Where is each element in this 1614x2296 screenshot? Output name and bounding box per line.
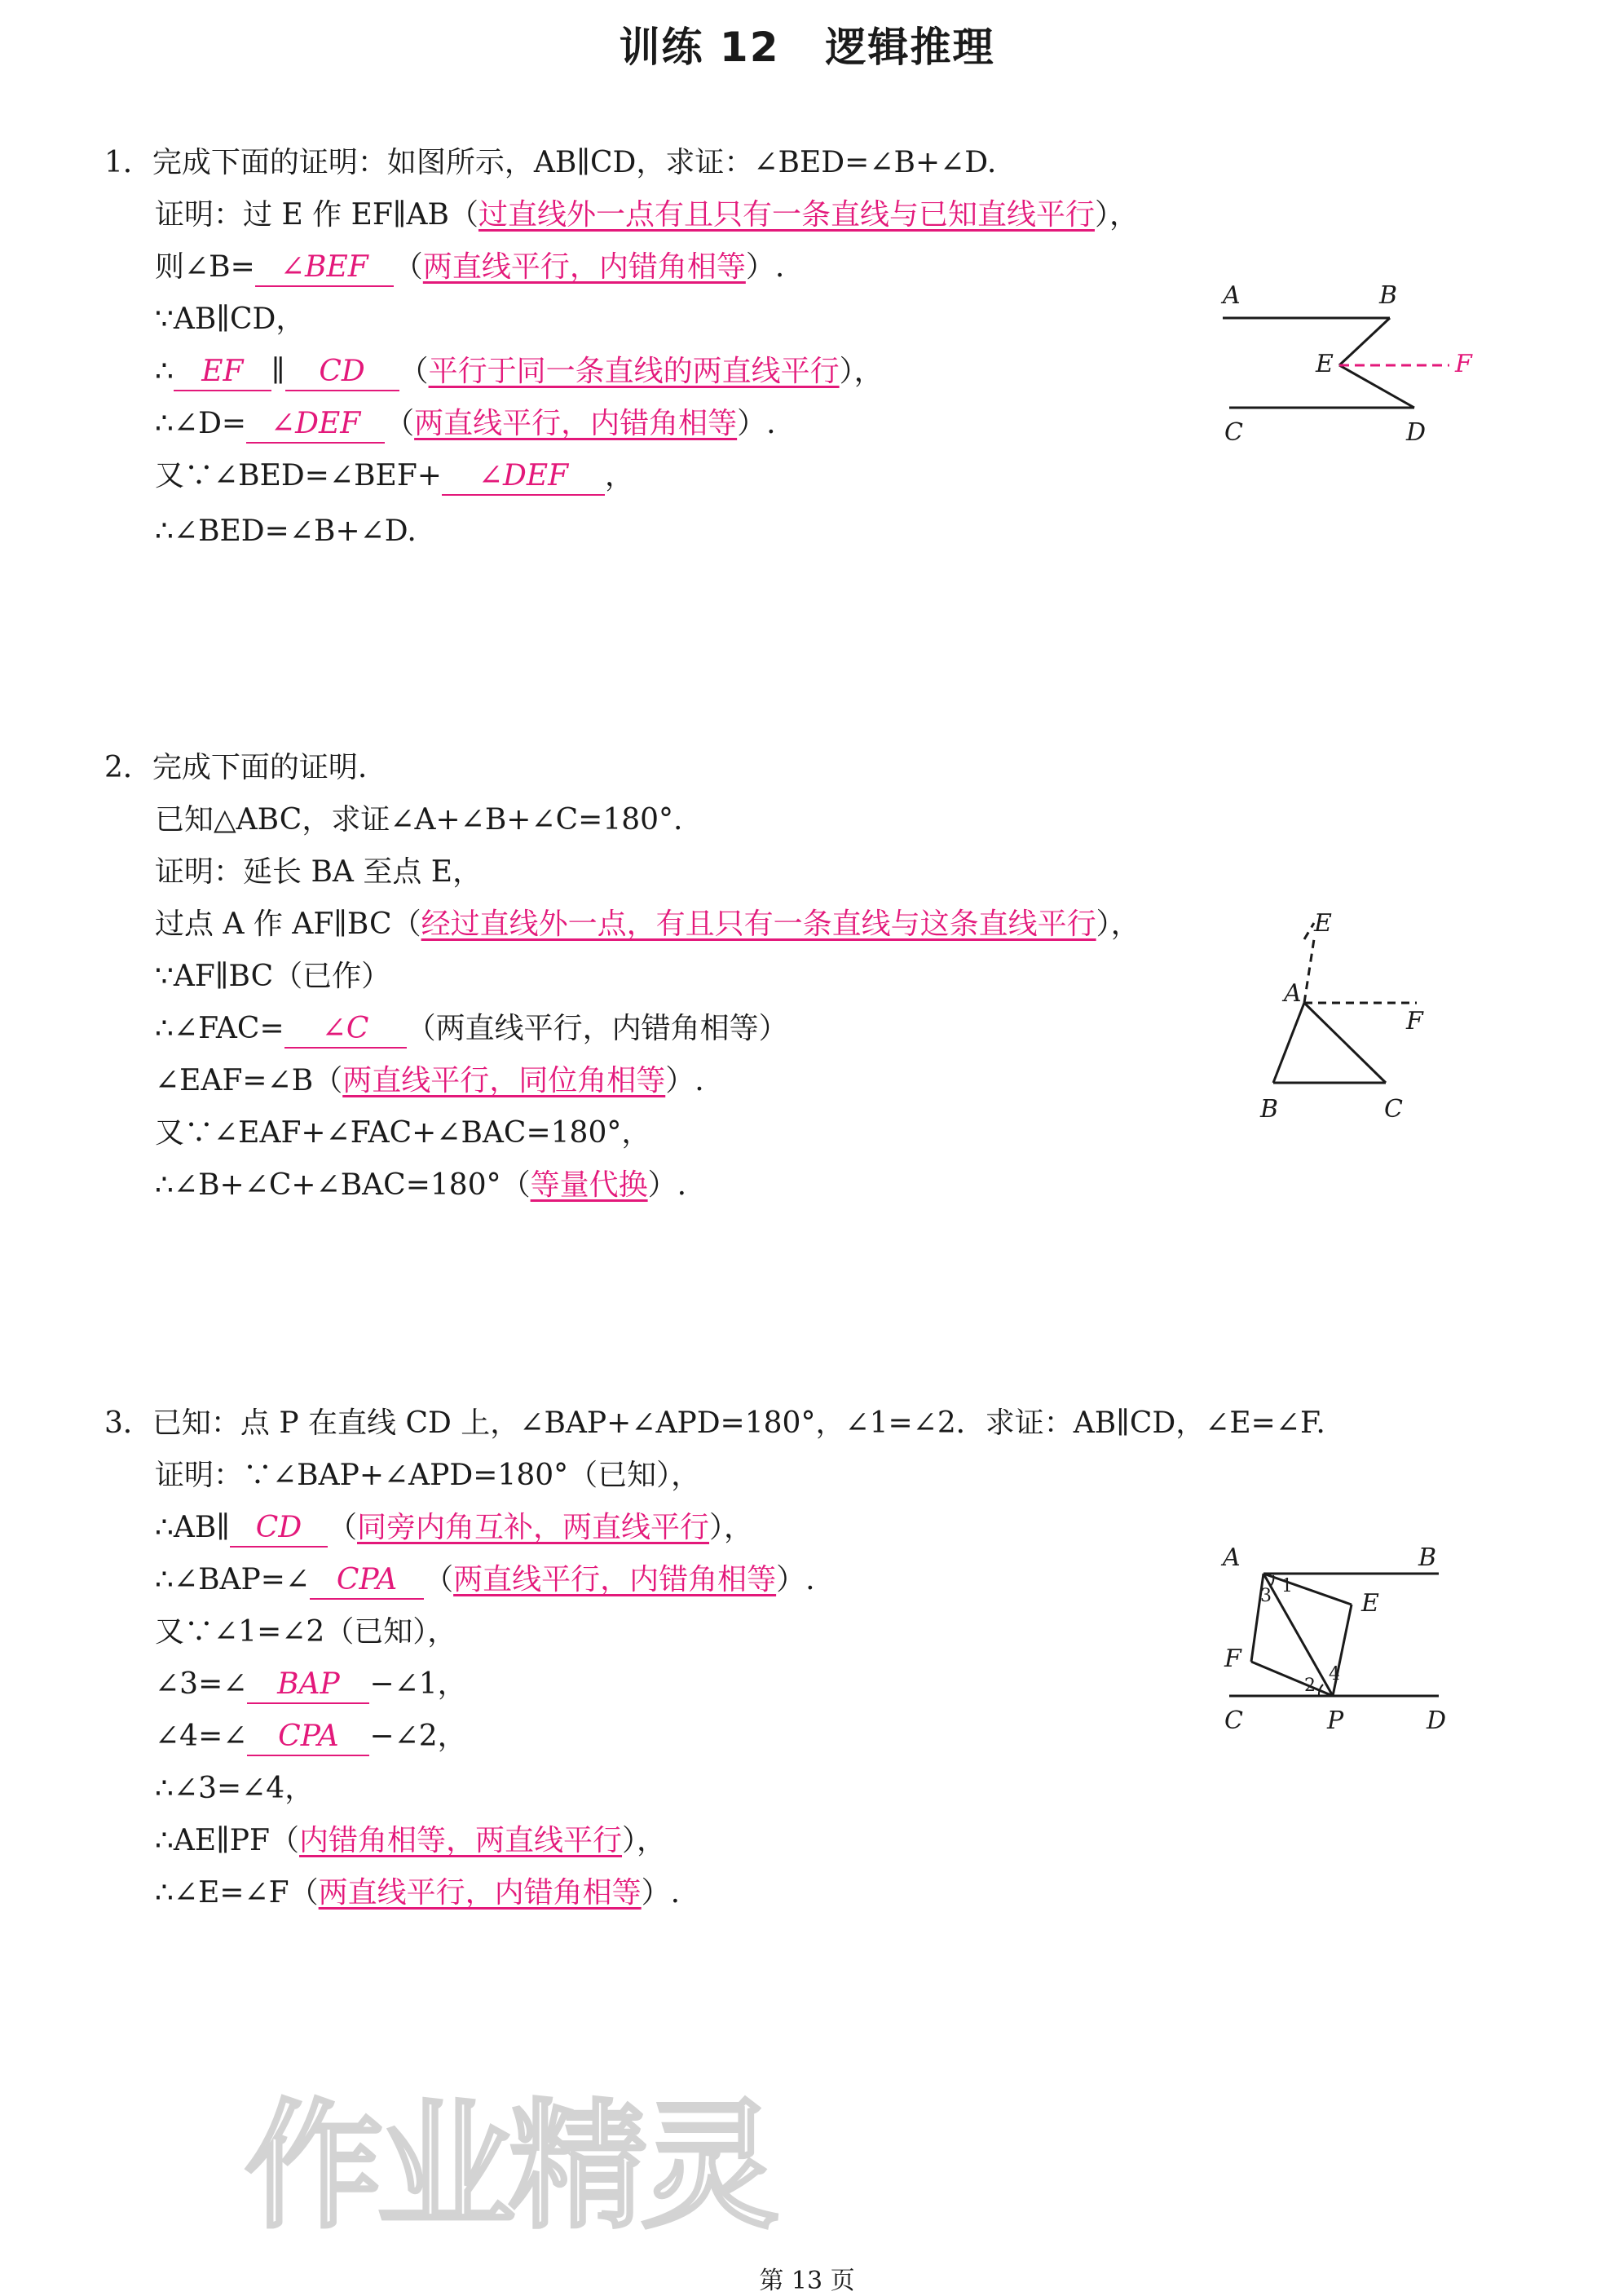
p3-line10: ∴∠E=∠F（两直线平行，内错角相等）.	[155, 1876, 681, 1910]
p1-answer-5: ∠DEF	[442, 458, 605, 496]
p3-reason-2: 两直线平行，内错角相等	[453, 1563, 777, 1596]
p2-line9: ∴∠B+∠C+∠BAC=180°（等量代换）.	[155, 1168, 687, 1202]
fig2-label-b: B	[1260, 1095, 1279, 1124]
fig3-label-b: B	[1418, 1543, 1437, 1572]
fig2-label-e: E	[1314, 909, 1332, 938]
p1-answer-2: EF	[174, 354, 271, 391]
p1-answer-3: CD	[285, 354, 399, 391]
fig1-label-c: C	[1224, 418, 1243, 447]
p2-line4: 过点 A 作 AF∥BC（经过直线外一点，有且只有一条直线与这条直线平行），	[155, 907, 1140, 941]
p1-line2: 证明：过 E 作 EF∥AB（过直线外一点有且只有一条直线与已知直线平行），	[155, 198, 1139, 232]
fig3-label-d: D	[1427, 1707, 1447, 1735]
fig3-num-4: 4	[1329, 1664, 1340, 1684]
fig2-label-c: C	[1384, 1095, 1403, 1124]
p2-line8: 又∵∠EAF+∠FAC+∠BAC=180°，	[155, 1116, 651, 1150]
p3-line9: ∴AE∥PF（内错角相等，两直线平行），	[155, 1824, 667, 1857]
fig3-label-c: C	[1224, 1707, 1243, 1735]
p3-reason-3: 内错角相等，两直线平行	[299, 1824, 623, 1857]
p2-line7: ∠EAF=∠B（两直线平行，同位角相等）.	[155, 1064, 704, 1097]
figure-3	[1206, 1517, 1500, 1753]
figure-2	[1239, 905, 1451, 1133]
p3-reason-1: 同旁内角互补，两直线平行	[357, 1511, 710, 1544]
fig3-label-p: P	[1327, 1707, 1344, 1735]
p3-reason-4: 两直线平行，内错角相等	[318, 1876, 642, 1910]
fig3-num-3: 3	[1260, 1586, 1272, 1606]
fig3-line-fp	[1251, 1662, 1333, 1696]
p1-reason-2: 两直线平行，内错角相等	[422, 250, 746, 284]
p2-line5: ∵AF∥BC（已作）	[155, 960, 391, 993]
p3-answer-1: CD	[230, 1510, 328, 1548]
p1-line5: ∴ EF ∥ CD （平行于同一条直线的两直线平行），	[155, 354, 884, 391]
p3-line7: ∠4=∠ CPA −∠2，	[155, 1719, 467, 1756]
fig3-label-a: A	[1223, 1543, 1241, 1572]
fig1-label-f: F	[1455, 350, 1472, 378]
fig3-num-2: 2	[1304, 1676, 1316, 1696]
p3-answer-4: CPA	[247, 1719, 369, 1756]
p3-line2: 证明：∵∠BAP+∠APD=180°（已知），	[155, 1459, 701, 1492]
p2-line2: 已知△ABC，求证∠A+∠B+∠C=180°.	[155, 803, 683, 837]
p3-line6: ∠3=∠ BAP −∠1，	[155, 1667, 467, 1704]
fig2-line-ba	[1273, 1003, 1304, 1083]
p3-answer-3: BAP	[247, 1667, 369, 1704]
p1-line6: ∴∠D= ∠DEF （两直线平行，内错角相等）.	[155, 406, 776, 444]
watermark: 作业精灵	[245, 2086, 774, 2248]
p2-line3: 证明：延长 BA 至点 E，	[155, 855, 483, 889]
p1-statement: 1．完成下面的证明：如图所示，AB∥CD，求证：∠BED=∠B+∠D.	[104, 146, 997, 179]
p1-answer-4: ∠DEF	[246, 406, 385, 444]
figure-1	[1206, 269, 1500, 457]
fig1-label-a: A	[1223, 281, 1241, 310]
p1-line8: ∴∠BED=∠B+∠D.	[155, 514, 417, 548]
fig2-label-a: A	[1284, 979, 1302, 1008]
p1-reason-4: 两直线平行，内错角相等	[414, 407, 738, 440]
p3-line5: 又∵∠1=∠2（已知），	[155, 1615, 457, 1649]
fig2-line-ext	[1304, 939, 1314, 1003]
p3-line8: ∴∠3=∠4，	[155, 1772, 315, 1805]
p1-reason-3: 平行于同一条直线的两直线平行	[428, 355, 840, 388]
p3-statement: 3．已知：点 P 在直线 CD 上，∠BAP+∠APD=180°，∠1=∠2．求证：AB∥CD，∠E=∠F.	[104, 1406, 1325, 1440]
fig2-line-ac	[1304, 1003, 1386, 1083]
page-title	[0, 15, 1614, 73]
fig1-label-b: B	[1379, 281, 1398, 310]
p2-line6: ∴∠FAC= ∠C （两直线平行，内错角相等）	[155, 1011, 788, 1049]
fig1-line-be	[1339, 318, 1390, 365]
p1-line7: 又∵∠BED=∠BEF+ ∠DEF ，	[155, 458, 634, 496]
p1-line4: ∵AB∥CD，	[155, 302, 306, 336]
fig2-line-ae	[1304, 923, 1314, 939]
title-prefix: 训练 12	[619, 24, 780, 71]
p2-statement: 2．完成下面的证明.	[104, 751, 368, 784]
p2-reason-1: 经过直线外一点，有且只有一条直线与这条直线平行	[421, 907, 1096, 941]
p2-reason-3: 等量代换	[530, 1168, 648, 1202]
fig2-label-f: F	[1406, 1007, 1423, 1035]
p3-line4: ∴∠BAP=∠ CPA （两直线平行，内错角相等）.	[155, 1562, 815, 1600]
p1-answer-1: ∠BEF	[255, 249, 394, 287]
fig1-line-ed	[1339, 365, 1414, 408]
p1-line3: 则∠B= ∠BEF （两直线平行，内错角相等）.	[155, 249, 784, 287]
p2-reason-2: 两直线平行，同位角相等	[342, 1064, 666, 1097]
p1-reason-1: 过直线外一点有且只有一条直线与已知直线平行	[478, 198, 1095, 232]
p3-answer-2: CPA	[310, 1562, 424, 1600]
fig3-label-e: E	[1361, 1589, 1379, 1618]
p2-answer-1: ∠C	[284, 1011, 407, 1049]
fig1-label-d: D	[1406, 418, 1427, 447]
fig3-line-ap	[1263, 1574, 1333, 1696]
fig3-label-f: F	[1224, 1645, 1241, 1673]
fig3-num-1: 1	[1281, 1576, 1293, 1596]
title-main: 逻辑推理	[825, 24, 995, 71]
p3-line3: ∴AB∥ CD （同旁内角互补，两直线平行），	[155, 1510, 753, 1548]
fig1-label-e: E	[1316, 350, 1334, 378]
page-number: 第 13 页	[759, 2267, 855, 2295]
fig3-line-ae	[1263, 1574, 1352, 1605]
